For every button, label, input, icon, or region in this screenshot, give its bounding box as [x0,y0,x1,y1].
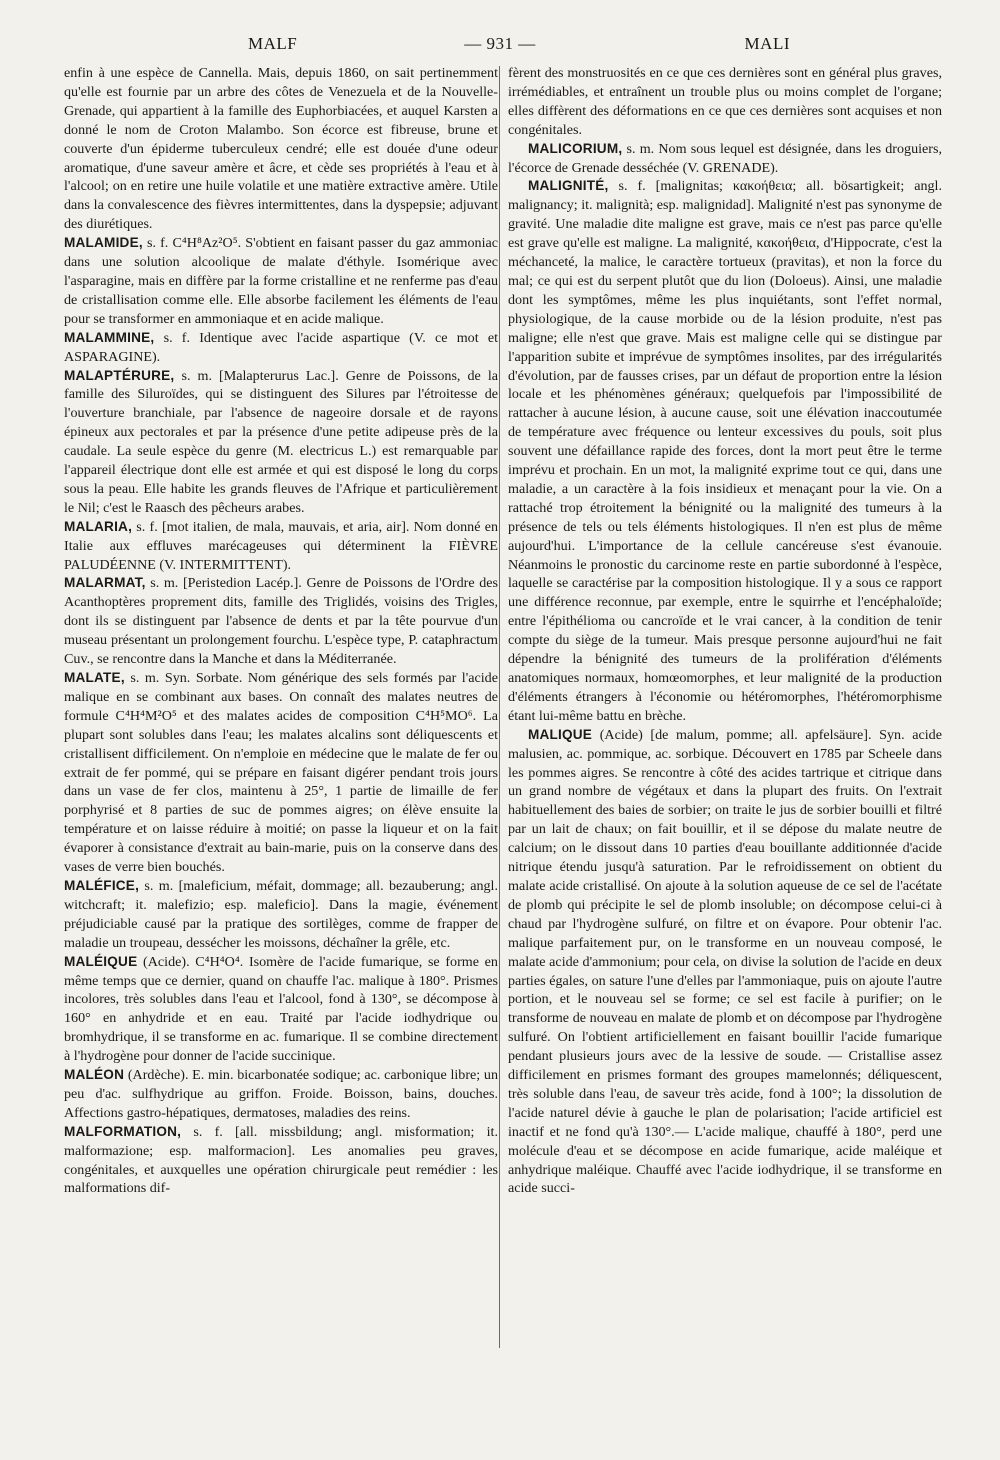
continued-text: enfin à une espèce de Cannella. Mais, depuis 1860, on sait pertinemment qu'elle est fournie par un arbre des côtes de Venezuela et de la Nouvelle-Grenade, qui appartient à la famille des Euphorbiacées, et auquel Karsten a donné le nom de Croton Malambo. Son écorce est fibreuse, brune et couverte d'un épiderme tuberculeux cendré; elle est douée d'une odeur aromatique, d'une saveur amère et âcre, et cède ses propriétés à l'eau et à l'alcool; on en retire une huile volatile et une matière extractive amère. Utile dans la convalescence des fièvres intermittentes, dans la dyspepsie; adjuvant des diurétiques. [64,65,498,233]
dictionary-entry [64,953,498,1066]
header-left-guideword: MALF [248,34,298,53]
entry-definition: s. f. [all. missbildung; angl. misformation; it. malformazione; esp. malformacion]. Les anomalies peu graves, congénitales, et auxquelles une opération chirurgicale peut remédier : les malformations dif- [64,1123,498,1197]
entry-headword: MALFORMATION, [64,1123,182,1139]
continued-text: fèrent des monstruosités en ce que ces dernières sont en général plus graves, irrémédiables, et entraînent un trouble plus ou moins complet de l'organe; elles diffèrent des déformations en ce que ces dernières sont acquises et non congénitales. [508,65,942,138]
dictionary-entry [64,1066,498,1123]
entry-definition: (Acide). C⁴H⁴O⁴. Isomère de l'acide fumarique, se forme en même temps que ce dernier, quand on chauffe l'ac. malique à 180°. Prismes incolores, très solubles dans l'eau et l'alcool, fond à 130°, se décompose à 160° en anhydride et en eau. Traité par l'acide iodhydrique ou bromhydrique, il se transforme en ac. fumarique. Il se combine directement à l'hydrogène pour donner de l'acide succinique. [64,953,498,1065]
entry-definition: (Acide) [de malum, pomme; all. apfelsäure]. Syn. acide malusien, ac. pommique, ac. sorbique. Découvert en 1785 par Scheele dans les pommes aigres. Se rencontre à côté des acides tartrique et citrique dans un grand nombre de végétaux et dans la plupart des fruits. On l'extrait habituellement des baies de sorbier; on traite le jus de sorbier bouilli et filtré par un lait de chaux; on fait bouillir, et il se dépose du malate neutre de calcium; on le dissout dans 10 parties d'eau bouillante additionnée d'acide nitrique étendu jusqu'à saturation. Par le refroidissement on obtient du malate acide cristallisé. On ajoute à la solution aqueuse de ce sel de l'acétate de plomb qui précipite le sel de plomb insoluble; on décompose celui-ci à chaud par l'hydrogène sulfuré, on filtre et on évapore. Pour obtenir l'ac. malique parfaitement pur, on le transforme en un nouveau composé, le malate acide d'ammonium; pour cela, on divise la solution de l'acide en deux parties égales, on sature l'une d'elles par l'ammoniaque, puis on ajoute l'autre portion, et le nouveau sel se forme; ce sel est facile à purifier; on le transforme de nouveau en malate de plomb et on décompose par l'hydrogène sulfuré. On l'obtient artificiellement en faisant bouillir l'acide fumarique pendant plusieurs jours avec de la lessive de soude. — Cristallise assez difficilement en prismes formant des groupes mamelonnés; déliquescent, très soluble dans l'eau, de saveur très acide, fond à 100°; la dissolution de l'acide naturel dévie à gauche le plan de polarisation; l'acide artificiel est inactif et ne fond qu'à 130°.— L'acide malique, chauffé à 180°, perd une molécule d'eau et se décompose en acide fumarique, acide maléique et anhydrique maléique. Chauffé avec l'acide iodhydrique, il se transforme en acide succi- [508,726,942,1197]
entry-headword: MALARIA, [64,518,133,534]
page-number: — 931 — [464,34,536,53]
entry-headword: MALÉON [64,1067,125,1083]
entry-definition: s. f. [mot italien, de mala, mauvais, et aria, air]. Nom donné en Italie aux effluves marécageuses qui déterminent la FIÈVRE PALUDÉENNE (V. INTERMITTENT). [64,518,498,573]
entry-headword: MALATE, [64,670,125,685]
dictionary-entry [508,726,942,1199]
dictionary-entry [64,234,498,329]
entry-definition: s. m. [maleficium, méfait, dommage; all. bezauberung; angl. witchcraft; it. malefizio; esp. maleficio]. Dans la magie, événement préjudiciable causé par la pratique des sortilèges, comme de frapper de maladie un troupeau, dessécher les moissons, déchaîner la grêle, etc. [64,877,498,951]
entry-definition: s. m. [Malapterurus Lac.]. Genre de Poissons, de la famille des Siluroïdes, qui se distinguent des Silures par l'étroitesse de l'ouverture branchiale, par l'absence de nageoire dorsale et de rayons épineux aux pectorales et par la présence d'une petite adipeuse près de la caudale. La seule espèce du genre (M. electricus L.) est remarquable par l'appareil électrique dont elle est armée et qui est disposé le long du corps sous la peau. Elle habite les grands fleuves de l'Afrique et particulièrement le Nil; c'est le Raasch des pêcheurs arabes. [64,367,498,516]
right-column [508,64,942,1198]
entry-definition: s. m. Nom sous lequel est désignée, dans les droguiers, l'écorce de Grenade desséchée (V. GRENADE). [508,140,943,176]
entry-headword: MALAMIDE, [64,235,143,251]
dictionary-entry [64,367,498,518]
dictionary-entry [64,518,498,575]
entry-headword: MALARMAT, [64,575,146,591]
entry-headword: MALICORIUM, [528,140,623,156]
entry-headword: MALÉIQUE [64,953,138,969]
dictionary-entry [508,177,942,725]
dictionary-entry [64,329,498,367]
entry-definition: s. m. [Peristedion Lacép.]. Genre de Poissons de l'Ordre des Acanthoptères proprement dits, famille des Triglidés, voisins des Trigles, dont ils se distinguent par l'absence de dents et par la tête pourvue d'un museau présentant un prolongement fourchu. L'espèce type, P. cataphractum Cuv., se rencontre dans la Manche et dans la Méditerranée. [64,575,499,668]
dictionary-entry [64,574,498,669]
column-divider [499,66,500,1348]
entry-definition: s. f. C⁴H⁸Az²O⁵. S'obtient en faisant passer du gaz ammoniac dans une solution alcoolique de malate d'éthyle. Isomérique avec l'asparagine, mais en diffère par la forme cristalline et ne renferme pas d'eau de cristallisation comme elle. Elle absorbe facilement les éléments de l'eau pour se transformer en ammoniaque et en acide malique. [64,235,498,327]
left-column [64,64,498,1198]
entry-headword: MALIQUE [528,726,593,742]
running-header [60,34,940,62]
dictionary-entry [64,669,498,877]
entry-definition: s. f. Identique avec l'acide aspartique (V. ce mot et ASPARAGINE). [64,329,498,365]
dictionary-entry [64,1123,498,1199]
entry-headword: MALIGNITÉ, [528,178,609,194]
entry-definition: s. f. [malignitas; κακοήθεια; all. bösartigkeit; angl. malignancy; it. malignità; esp. malignidad]. Malignité n'est pas synonyme de gravité. Une maladie dite maligne est grave, mais ce n'est pas parce qu'elle est grave qu'elle est maligne. La malignité, κακοήθεια, d'Hippocrate, c'est la méchanceté, la malice, le caractère tortueux (pravitas), et non la force du mal; ce qui est du serpent plutôt que du lion (Doloeus). Ainsi, une maladie dont les symptômes, même les plus inquiétants, sont l'effet normal, physiologique, de la cause morbide ou de la lésion produite, n'est pas maligne; elle n'est que grave. Mais est maligne celle qui se distingue par l'apparition subite et imprévue de symptômes insolites, par des irrégularités d'évolution, par de fausses crises, par un défaut de proportion entre la lésion locale et les phénomènes généraux; quelquefois par l'impossibilité de rattacher à aucune lésion, à aucune cause, soit une élévation inaccoutumée de température avec fréquence ou lenteur excessives du pouls, soit plus souvent une défaillance rapide des forces, dont la mort peut être le terme imprévu et prochain. En un mot, la malignité exprime tout ce qui, dans une maladie, a un caractère à la fois insidieux et menaçant pour la vie. On a rattaché trop étroitement la bénignité ou la malignité des tumeurs à la présence de tels ou tels éléments histologiques. Il n'en est plus de même aujourd'hui. L'importance de la cellule cancéreuse s'est évanouie. Néanmoins le pronostic du carcinome reste en partie subordonné à l'espèce, laquelle se caractérise par la composition histologique. Il y a sous ce rapport une différence reconnue, par exemple, entre le squirrhe et l'encéphaloïde; entre l'épithélioma ou cancroïde et le vrai cancer, à la condition de tenir compte du siège de la tumeur. Mais presque personne aujourd'hui ne fait dépendre la bénignité des tumeurs de la prolifération d'éléments anatomiques normaux, homœomorphes, et leur malignité de la production d'éléments étrangers à l'économie ou hétéromorphes, l'hétéromorphisme étant lui-même battu en brèche. [508,178,942,724]
entry-headword: MALÉFICE, [64,877,140,893]
entry-definition: (Ardèche). E. min. bicarbonatée sodique; ac. carbonique libre; un peu d'ac. sulfhydrique au griffon. Froide. Boisson, bains, douches. Affections gastro-hépatiques, dermatoses, maladies des reins. [64,1067,498,1121]
right-entries [508,140,942,1199]
left-entries [64,234,498,1198]
dictionary-entry [508,140,942,178]
entry-definition: s. m. Syn. Sorbate. Nom générique des sels formés par l'acide malique en se combinant aux bases. On connaît des malates neutres de formule C⁴H⁴M²O⁵ et des malates acides de composition C⁴H⁵MO⁶. La plupart sont solubles dans l'eau; les malates alcalins sont déliquescents et cristallisent difficilement. On n'emploie en médecine que le malate de fer ou extrait de fer pommé, qui se prépare en faisant digérer pendant trois jours dans un vase de fer clos, maintenu à 25°, 1 partie de limaille de fer porphyrisé et 8 parties de suc de pommes aigres; on élève ensuite la température et on laisse réduire à moitié; on passe la liqueur et on la fait évaporer à consistance d'extrait au bain-marie, puis on la conserve dans des vases de verre bien bouchés. [64,670,498,876]
entry-headword: MALAPTÉRURE, [64,367,175,383]
entry-headword: MALAMMINE, [64,329,155,345]
dictionary-entry [64,877,498,953]
header-right-guideword: MALI [744,34,790,53]
